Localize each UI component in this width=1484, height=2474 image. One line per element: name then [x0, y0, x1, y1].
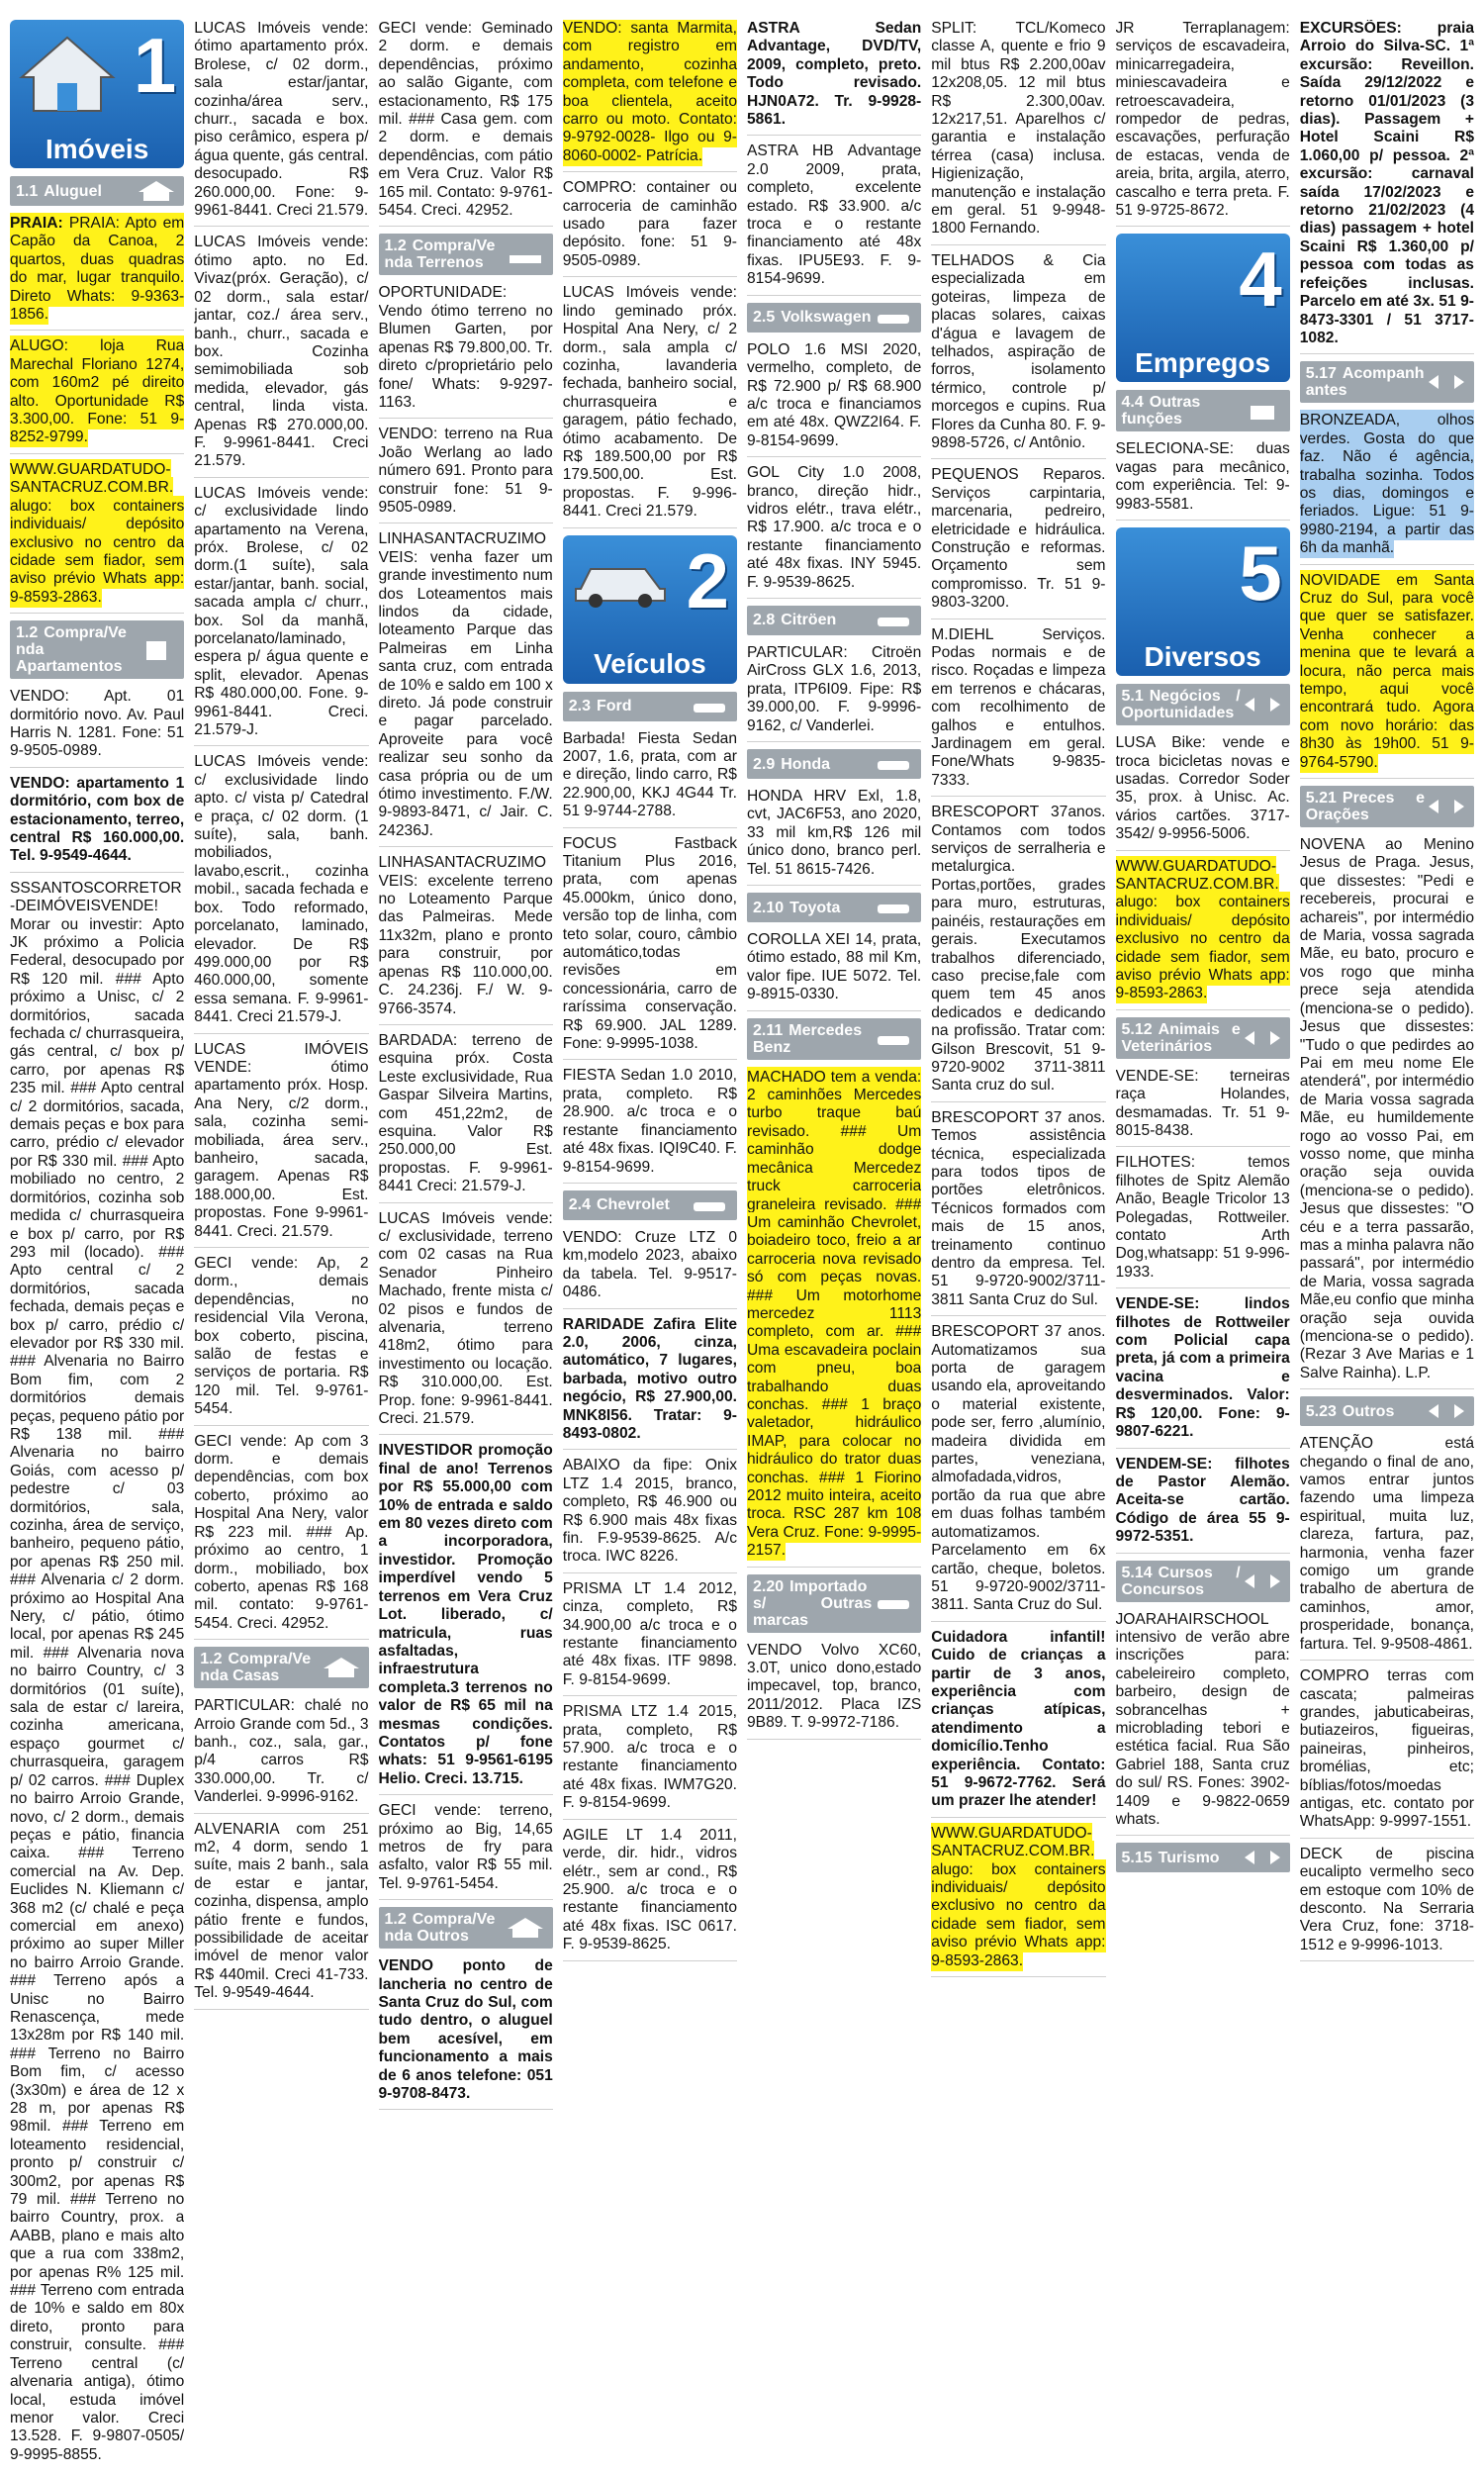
ad-item: NOVIDADE em Santa Cruz do Sul, para você que quer se satisfazer. Venha conhecer a menina que te levará a locura, não perca mais tempo, aqui você encontrará tudo. Agora com novo horário: das 8h30 às 19h00. 51 9-9764-5790. — [1300, 572, 1474, 779]
ad-item: COROLLA XEI 14, prata, ótimo estado, 88 mil Km, valor fipe. IUE 5072. Tel. 9-8915-0330. — [747, 931, 921, 1011]
ad-item: DECK de piscina eucalipto vermelho seco em estoque com 10% de desconto. Na Serraria Vera Cruz, fone: 3718-1512 e 9-9996-1013. — [1300, 1846, 1474, 1961]
section-header-empregos — [1116, 234, 1290, 382]
land-icon — [504, 243, 547, 265]
subsection-chevrolet: 2.4 Chevrolet — [563, 1190, 737, 1220]
section-number: 2 — [686, 536, 729, 624]
ad-item: FILHOTES: temos filhotes de Spitz Alemão Anão, Beagle Tricolor 13 Polegadas, Rottweiler. contato Arth Dog,whatsapp: 51 9-996-1933. — [1116, 1154, 1290, 1288]
arrows-icon — [1425, 796, 1468, 817]
ad-item: VENDO: santa Marmita, com registro em andamento, cozinha completa, com telefone e boa clientela, aceito carro ou moto. Contato: 9-9792-0028- Ilgo ou 9-8060-0002- Patrícia. — [563, 20, 737, 172]
column-2 — [194, 20, 368, 2464]
section-title: Diversos — [1144, 640, 1261, 672]
car-icon — [571, 549, 670, 609]
house-icon — [320, 1657, 363, 1678]
ad-item: LUCAS Imóveis vende: c/ exclusividade lindo apartamento na Verena, próx. Brolese, c/ 02 dorm.(1 suíte), sala estar/jantar, banh. social, sacada ampla c/ churr., box. Sol da manhã, porcelanato/laminado, espera p/ água quente e split, elevador. Apenas R$ 480.000,00. Fone. 9-9961-8441. Creci. 21.579-J. — [194, 485, 368, 747]
ad-item: VENDO Volvo XC60, 3.0T, unico dono,estado impecavel, top, branco, 2011/2012. Placa IZS 9B89. T. 9-9972-7186. — [747, 1642, 921, 1740]
subsection-cursos: 5.14 Cursos / Concursos — [1116, 1561, 1290, 1602]
car-icon — [872, 610, 915, 631]
car-icon — [688, 1194, 731, 1216]
ad-item: MACHADO tem a venda: 2 caminhões Mercedes turbo traque baú revisado. ### Um caminhão dodge mecânica Mercedez truck carroceria graneleira revisado. ### Um caminhão Chevrolet, boiadeiro toco, freio a ar carroceria nova revisado só com peças novas. ### Um motorhome mercedez 1113 completo, com ar. ### Uma escavadeira poclain com pneu, boa trabalhando duas conchas. ### 1 braço valetador, hidráulico IMAP, para colocar no hidráulico do trator duas conchas. ### 1 Fiorino 2012 muito inteira, aceito troca. RSC 287 km 108 Vera Cruz. Fone: 9-9995-2157. — [747, 1069, 921, 1568]
ad-item: LINHASANTACRUZIMOVEIS: venha fazer um grande investimento num dos Loteamentos mais lindos da cidade, loteamento Parque das Palmeiras em Linha santa cruz, com entrada de 10% e saldo em 100 x direto. Já pode construir e pagar parcelado. Aproveite para você realizar seu sonho da casa própria ou de um ótimo investimento. F./W. 9-9893-8471, c/ Jair. C. 24236J. — [379, 530, 553, 847]
ad-item: GECI vende: Ap com 3 dorm. e demais dependências, com box coberto, próximo ao Hospital Ana Nery, valor R$ 223 mil. ### Ap. próximo ao centro, 1 dorm., mobiliado, box coberto, apenas R$ 168 mil. contato: 9-9761-5454. Creci. 42952. — [194, 1433, 368, 1640]
column-3 — [379, 20, 553, 2464]
section-title: Imóveis — [45, 133, 149, 164]
ad-item: WWW.GUARDATUDO-SANTACRUZ.COM.BR. alugo: box containers individuais/ depósito exclusivo no centro da cidade sem fiador, sem aviso prévio Whats app: 9-8593-2863. — [10, 461, 184, 614]
subsection-animais: 5.12 Animais e Veterinários — [1116, 1017, 1290, 1059]
section-number: 4 — [1239, 236, 1282, 324]
car-icon — [872, 1028, 915, 1050]
ad-item: JR Terraplanagem: serviços de escavadeira, minicarregadeira, miniescavadeira e retroescavadeira, rompedor de pedras, escavações, perfuração de estacas, venda de areia, brita, argila, aterro, cascalho e terra preta. F. 51 9-9725-8672. — [1116, 20, 1290, 227]
ad-item: PRAIA: PRAIA: Apto em Capão da Canoa, 2 quartos, duas quadras do mar, lugar tranquilo. Direto Whats: 9-9363-1856. — [10, 215, 184, 331]
car-icon — [688, 696, 731, 717]
car-icon — [872, 1592, 915, 1614]
ad-item: WWW.GUARDATUDO-SANTACRUZ.COM.BR. alugo: box containers individuais/ depósito exclusivo no centro da cidade sem fiador, sem aviso prévio Whats app: 9-8593-2863. — [931, 1825, 1105, 1977]
column-4 — [563, 20, 737, 2464]
subsection-mercedes: 2.11 Mercedes Benz — [747, 1018, 921, 1060]
ad-item: ASTRA Sedan Advantage, DVD/TV, 2009, completo, preto. Todo revisado. HJN0A72. Tr. 9-9928-5861. — [747, 20, 921, 136]
ad-item: ATENÇÃO está chegando o final de ano, vamos entrar juntos fazendo uma limpeza espiritual, muita luz, clareza, fartura, paz, harmonia, venha fazer comigo um grande trabalho de abertura de caminhos, amor, prosperidade, bonança, fartura. Tel. 9-9508-4861. — [1300, 1435, 1474, 1661]
ad-item: Barbada! Fiesta Sedan 2007, 1.6, prata, com ar e direção, lindo carro, R$ 22.900,00, KKJ 4G44 Tr. 51 9-9744-2788. — [563, 730, 737, 828]
ad-item: WWW.GUARDATUDO-SANTACRUZ.COM.BR. alugo: box containers individuais/ depósito exclusivo no centro da cidade sem fiador, sem aviso prévio Whats app: 9-8593-2863. — [1116, 858, 1290, 1010]
ad-item: LUCAS Imóveis vende: lindo geminado próx. Hospital Ana Nery, c/ 2 dorm., sala ampla c/ cozinha, lavanderia fechada, banheiro social, churrasqueira e garagem, pátio fechado, ótimo acabamento. De R$ 189.500,00 por R$ 179.500,00. Est. propostas. F. 9-996-8441. Creci 21.579. — [563, 284, 737, 527]
subsection-outros-diversos: 5.23 Outros — [1300, 1396, 1474, 1426]
ad-item: NOVENA ao Menino Jesus de Praga. Jesus, que dissestes: "Pedi e recebereis, procurai e achareis", por intermédio de Maria, vossa sagrada Mãe, eu bato, procuro e vos rogo que minha prece seja atendida (menciona-se o pedido). Jesus que dissestes: "Tudo o que pedirdes ao Pai em meu nome Ele atenderá", por intermédio de Maria vossa sagrada Mãe, eu humildemente rogo ao vosso Pai, em vosso nome, que minha oração seja ouvida (menciona-se o pedido). Jesus que dissestes: "O céu e a terra passarão, mas a minha palavra não passará", por intermédio de Maria, vossa sagrada Mãe,eu confio que minha oração seja ouvida (menciona-se o pedido).(Rezar 3 Ave Marias e 1 Salve Rainha). L.P. — [1300, 836, 1474, 1389]
ad-item: GOL City 1.0 2008, branco, direção hidr., vidros elétr., trava elétr., R$ 17.900. a/c troca e o restante financiamento até 48x fixas. INY 5945. F. 9-9539-8625. — [747, 464, 921, 599]
subsection-toyota: 2.10 Toyota — [747, 893, 921, 922]
ad-item: PRISMA LTZ 1.4 2015, prata, completo, R$ 57.900. a/c troca e o restante financiamento até 48x fixas. IWM7G20. F. 9-8154-9699. — [563, 1703, 737, 1819]
ad-item: VENDO ponto de lancheria no centro de Santa Cruz do Sul, com tudo dentro, o aluguel bem acesível, em funcionamento a mais de 6 anos telefone: 051 9-9708-8473. — [379, 1957, 553, 2110]
ad-item: LUCAS Imóveis vende: ótimo apto. no Ed. Vivaz(próx. Geração), c/ 02 dorm., sala estar/ jantar, coz./ área serv., banh., churr., sacada e box. Cozinha semimobiliada sob medida, elevador, gás central, linda vista. Apenas R$ 270.000,00. F. 9-9961-8441. Creci 21.579. — [194, 234, 368, 477]
house-icon — [135, 180, 178, 202]
ad-item: GECI vende: Geminado 2 dorm. e demais dependências, próximo ao salão Gigante, com estacionamento, R$ 175 mil. ### Casa gem. com 2 dorm. e demais dependências, com pátio em Vera Cruz. Valor R$ 165 mil. Contato: 9-9761-5454. Creci. 42952. — [379, 20, 553, 227]
subsection-turismo: 5.15 Turismo — [1116, 1843, 1290, 1872]
ad-item: BARDADA: terreno de esquina próx. Costa Leste exclusividade, Rua Gaspar Silveira Martins, com 451,22m2, de esquina. Valor R$ 250.000,00 Est. propostas. F. 9-9961-8441 Creci: 21.579-J. — [379, 1032, 553, 1203]
arrows-icon — [1425, 371, 1468, 393]
house-icon — [504, 1917, 547, 1939]
ad-item: GECI vende: Ap, 2 dorm., demais dependências, no residencial Vila Verona, box coberto, piscina, salão de festas e serviços de portaria. R$ 120 mil. Tel. 9-9761-5454. — [194, 1255, 368, 1426]
ad-item: VENDO: terreno na Rua João Werlang ao lado número 691. Pronto para construir fone: 51 9-9505-0989. — [379, 426, 553, 523]
ad-item: BRESCOPORT 37 anos. Temos assistência técnica, especializada para todos tipos de portões eletrônicos. Técnicos formados com mais de 15 anos, treinamento continuo dentro da empresa. Tel. 51 9-9720-9002/3711-3811 Santa Cruz do Sul. — [931, 1109, 1105, 1316]
column-1 — [10, 20, 184, 2464]
ad-item: ASTRA HB Advantage 2.0 2009, prata, completo, excelente estado. R$ 33.900. a/c troca e o restante financiamento até 48x fixas. IPU5E93. F. 9-8154-9699. — [747, 143, 921, 295]
ad-item: BRESCOPORT 37 anos. Automatizamos sua porta de garagem usando ela, aproveitando o material existente, pode ser, ferro ,alumínio, madeira dividida em partes, veneziana, almofadada,vidros, portão da rua que abre em duas folhas também automatizamos. Parcelamento em 6x cartão, cheque, boletos. 51 9-9720-9002/3711-3811. Santa Cruz do Sul. — [931, 1323, 1105, 1622]
ad-item: COMPRO terras com cascata; palmeiras grandes, jabuticabeiras, butiazeiros, figueiras, paineiras, pinheiros, bromélias, etc; bíblias/fotos/moedas antigas, etc. contato por WhatsApp: 9-9997-1551. — [1300, 1667, 1474, 1839]
section-header-diversos — [1116, 527, 1290, 676]
subsection-terrenos: 1.2 Compra/Venda Terrenos — [379, 234, 553, 275]
column-8 — [1300, 20, 1474, 2464]
ad-item: LINHASANTACRUZIMOVEIS: excelente terreno no Loteamento Parque das Palmeiras. Mede 11x32m, plano e pronto para construir, por apenas R$ 110.000,00. C. 24.236j. F./ W. 9-9766-3574. — [379, 854, 553, 1025]
subsection-casas: 1.2 Compra/Venda Casas — [194, 1647, 368, 1688]
ad-item: VENDO: Cruze LTZ 0 km,modelo 2023, abaixo da tabela. Tel. 9-9517-0486. — [563, 1229, 737, 1309]
section-title: Veículos — [594, 648, 706, 680]
car-icon — [872, 897, 915, 918]
ad-item: FIESTA Sedan 1.0 2010, prata, completo. R$ 28.900. a/c troca e o restante financiamento até 48x fixas. IQI9C40. F. 9-8154-9699. — [563, 1067, 737, 1183]
car-icon — [872, 753, 915, 775]
subsection-outras-funcoes: 4.4 Outras funções — [1116, 390, 1290, 431]
subsection-aluguel: 1.1 Aluguel — [10, 176, 184, 206]
ad-item: RARIDADE Zafira Elite 2.0, 2006, cinza, automático, 7 lugares, barbada, motivo outro negócio, R$ 27.900,00. MNK8I56. Tratar: 9-8493-0802. — [563, 1316, 737, 1451]
ad-item: PARTICULAR: Citroën AirCross GLX 1.6, 2013, prata, ITP6I09. Fipe: R$ 39.000,00. F. 9-9996-9162, c/ Vanderlei. — [747, 644, 921, 742]
ad-item: OPORTUNIDADE: Vendo ótimo terreno no Blumen Garten, por apenas R$ 79.800,00. Tr. direto c/proprietário pelo fone/ Whats: 9-9297-1163. — [379, 284, 553, 419]
building-icon — [135, 639, 178, 661]
house-icon — [18, 34, 117, 113]
ad-item: VENDO: apartamento 1 dormitório, com box de estacionamento, terreo, central R$ 160.000,00. Tel. 9-9549-4644. — [10, 775, 184, 873]
arrows-icon — [1241, 1847, 1284, 1868]
section-number: 1 — [133, 22, 177, 109]
ad-item: FOCUS Fastback Titanium Plus 2016, prata, com apenas 45.000km, único dono, versão top de linha, com teto solar, couro, câmbio automático,todas revisões em concessionária, carro de raríssima conservação. R$ 69.900. JAL 1289. Fone: 9-9995-1038. — [563, 835, 737, 1061]
ad-item: M.DIEHL Serviços. Podas normais e de risco. Roçadas e limpeza em terrenos e chácaras, com recolhimento de galhos e entulhos. Jardinagem em geral. Fone/Whats 9-9835-7333. — [931, 626, 1105, 798]
subsection-acompanhantes: 5.17 Acompanhantes — [1300, 361, 1474, 403]
section-number: 5 — [1239, 529, 1282, 618]
ad-item: POLO 1.6 MSI 2020, vermelho, completo, de R$ 72.900 p/ R$ 68.900 a/c troca e financiamos em até 48x. QWZ2I64. F. 9-8154-9699. — [747, 341, 921, 457]
briefcase-icon — [1241, 400, 1284, 422]
arrows-icon — [1241, 1570, 1284, 1592]
ad-item: LUSA Bike: vende e troca bicicletas novas e usadas. Corredor Soder 35, prox. à Unisc. Ac. vários cartões. 3717-3542/ 9-9956-5006. — [1116, 734, 1290, 850]
ad-item: AGILE LT 1.4 2011, verde, dir. hidr., vidros elétr., sem ar cond., R$ 25.900. a/c troca e o restante financiamento até 48x fixas. ISC 0617. F. 9-9539-8625. — [563, 1827, 737, 1961]
subsection-preces: 5.21 Preces e Orações — [1300, 786, 1474, 827]
ad-item: JOARAHAIRSCHOOL intensivo de verão abre inscrições para: cabeleireiro completo, barbeiro, design de sobrancelhas + microblading tebori e estética facial. Rua São Gabriel 188, Santa cruz do sul/ RS. Fones: 3902-1409 e 9-9822-0659 whats. — [1116, 1611, 1290, 1837]
ad-item: EXCURSÕES: praia Arroio do Silva-SC. 1ª excursão: Reveillon. Saída 29/12/2022 e retorno 01/01/2023 (3 dias). Passagem + Hotel Scaini R$ 1.060,00 p/ pessoa. 2ª excursão: carnaval saída 17/02/2023 e retorno 21/02/2023 (4 dias) passagem + hotel Scaini R$ 1.360,00 p/ pessoa com todas as refeições inclusas. Parcelo em até 3x. 51 9-8473-3301 / 51 3717-1082. — [1300, 20, 1474, 354]
subsection-apartamentos: 1.2 Compra/Venda Apartamentos — [10, 620, 184, 679]
subsection-outros: 1.2 Compra/Venda Outros — [379, 1907, 553, 1949]
subsection-importados: 2.20 Importados/ Outras marcas — [747, 1574, 921, 1633]
subsection-citroen: 2.8 Citröen — [747, 606, 921, 635]
column-7 — [1116, 20, 1290, 2464]
ad-item: SSSANTOSCORRETOR-DEIMÓVEISVENDE! Morar ou investir: Apto JK próximo a Policia Federal, desocupado por R$ 120 mil. ### Apto próximo a Unisc, c/ 2 dormitórios, sacada fechada c/ churrasqueira, gás central, c/ box p/ carro, por apenas R$ 235 mil. ### Apto central c/ 2 dormitórios, sacada, demais peças e box para carro, prédio c/ elevador por R$ 330 mil. ### Apto mobiliado no centro, 2 dormitórios, cozinha sob medida c/ churrasqueira e box p/ carro, por R$ 293 mil (locado). ### Apto central c/ 2 dormitórios, sacada fechada, demais peças e box p/ carro, prédio c/ elevador por R$ 330 mil. ### Alvenaria no Bairro Bom fim, com 2 dormitórios demais peças, pequeno pátio por R$ 138 mil. ### Alvenaria no bairro Goiás, com acesso p/ pedestre c/ 03 dormitórios, sala, cozinha, área de serviço, banheiro, pequeno pátio, por apenas R$ 250 mil. ### Alvenaria c/ 2 dorm. próximo ao Hospital Ana Nery, c/ pátio, ótimo local, por apenas R$ 245 mil. ### Alvenaria nova no bairro Country, c/ 3 dormitórios (01 suíte), sala de estar c/ lareira, cozinha americana, espaço gourmet c/ churrasqueira, garagem p/ 02 carros. ### Duplex no bairro Arroio Grande, novo, c/ 2 dorm., demais peças e pátio, financia caixa. ### Terreno comercial na Av. Dep. Euclides N. Kliemann c/ 368 m2 (c/ chalé e peça comercial em anexo) próximo ao super Miller no bairro Arroio Grande. ### Terreno após a Unisc no Bairro Renascença, mede 13x28m por R$ 140 mil. ### Terreno no Bairro Bom fim, c/ acesso (3x30m) e área de 12 x 28 m, por apenas R$ 98mil. ### Terreno em loteamento residencial, pronto p/ construir c/ 300m2, por apenas R$ 79 mil. ### Terreno no bairro Country, prox. a AABB, plano e mais alto que a rua com 338m2, por apenas R% 125 mil. ### Terreno com entrada de 10% e saldo em 80x direto, pronto para construir, consulte. ### Terreno central (c/ alvenaria antiga), ótimo local, estuda imóvel menor valor. Creci 13.528. F. 9-9807-0505/ 9-9995-8855. — [10, 880, 184, 2464]
ad-item: VENDEM-SE: filhotes de Pastor Alemão. Aceita-se cartão. Código de área 55 9-9972-5351. — [1116, 1456, 1290, 1554]
section-header-veiculos — [563, 535, 737, 684]
arrows-icon — [1241, 694, 1284, 715]
ad-item: PARTICULAR: chalé no Arroio Grande com 5d., 3 banh., coz., sala, gar., p/4 carros R$ 330.000,00. Tr. c/ Vanderlei. 9-9996-9162. — [194, 1697, 368, 1813]
ad-item: ALUGO: loja Rua Marechal Floriano 1274, com 160m2 pé direito alto. Oportunidade R$ 3.300,00. Fone: 51 9-8252-9799. — [10, 337, 184, 453]
ad-item: Cuidadora infantil! Cuido de crianças a partir de 3 anos, experiência com crianças atípicas, atendimento a domicílio.Tenho experiência. Contato: 51 9-9672-7762. Será um prazer lhe atender! — [931, 1629, 1105, 1818]
ad-item: ABAIXO da fipe: Onix LTZ 1.4 2015, branco, completo, R$ 46.900 ou R$ 6.900 mais 48x fixas fin. F.9-9539-8625. A/c troca. IWC 8226. — [563, 1457, 737, 1572]
ad-item: COMPRO: container ou carroceria de caminhão usado para fazer depósito. fone: 51 9-9505-0989. — [563, 179, 737, 277]
ad-item: TELHADOS & Cia especializada em goteiras, limpeza de placas solares, caixas d'água e lavagem de telhados, aspiração de forros, isolamento térmico, controle p/ morcegos e cupins. Rua Flores da Cunha 80. F. 9-9898-5726, c/ Antônio. — [931, 252, 1105, 459]
ad-item: LUCAS Imóveis vende: c/ exclusividade lindo apto. c/ vista p/ Catedral e praça, c/ 02 dorm. (1 suíte), sala, banh. mobiliados, lavabo,escrit., cozinha mobil., sacada fechada e box. Todo reformado, porcelanato, laminado, elevador. De R$ 499.000,00 por R$ 460.000,00, somente essa semana. F. 9-9961-8441. Creci 21.579-J. — [194, 753, 368, 1033]
ad-item: VENDE-SE: lindos filhotes de Rottweiler com Policial capa preta, já com a primeira vacina e desverminados. Valor: R$ 120,00. Fone: 9-9807-6221. — [1116, 1295, 1290, 1448]
section-header-imoveis — [10, 20, 184, 168]
ad-item: VENDE-SE: terneiras raça Holandes, desmamadas. Tr. 51 9-8015-8438. — [1116, 1068, 1290, 1148]
arrows-icon — [1241, 1027, 1284, 1049]
ad-item: BRESCOPORT 37anos. Contamos com todos serviços de serralheria e metalurgica. Portas,portões, grades para muro, estruturas, painéis, restaurações em gerais. Executamos trabalhos diferenciado, caso precise,fale com quem tem 45 anos dedicados e dedicando na profissão. Tratar com: Gilson Brescovit, 51 9-9720-9002 3711-3811 Santa cruz do sul. — [931, 804, 1105, 1102]
ad-item: SPLIT: TCL/Komeco classe A, quente e frio 9 mil btus R$ 2.200,00av 12x208,05. 12 mil btus R$ 2.300,00av. 12x217,51. Aparelhos c/ garantia e instalação térrea (casa) inclusa. Higienização, manutenção e instalação em geral. 51 9-9948-1800 Fernando. — [931, 20, 1105, 245]
car-icon — [872, 307, 915, 329]
subsection-honda: 2.9 Honda — [747, 749, 921, 779]
section-title: Empregos — [1135, 347, 1271, 379]
subsection-negocios: 5.1 Negócios / Oportunidades — [1116, 684, 1290, 725]
column-6 — [931, 20, 1105, 2464]
ad-item: LUCAS Imóveis vende: ótimo apartamento próx. Brolese, c/ 02 dorm., sala estar/jantar, cozinha/área serv., churr., sacada e box. piso cerâmico, espera p/ água quente, gás central. desocupado. R$ 260.000,00. Fone: 9-9961-8441. Creci 21.579. — [194, 20, 368, 227]
arrows-icon — [1425, 1400, 1468, 1422]
ad-item: PRISMA LT 1.4 2012, cinza, completo, R$ 34.900,00 a/c troca e o restante financiamento até 48x fixas. ITF 9898. F. 9-8154-9699. — [563, 1580, 737, 1696]
subsection-volkswagen: 2.5 Volkswagen — [747, 303, 921, 333]
ad-item: BRONZEADA, olhos verdes. Gosta do que faz. Não é agência, trabalha sozinha. Todos os dias, domingos e feriados. Ligue: 51 9-9980-2194, a partir das 6h da manhã. — [1300, 412, 1474, 564]
ad-item: ALVENARIA com 251 m2, 4 dorm, sendo 1 suíte, mais 2 banh., sala de estar e jantar, cozinha, dispensa, amplo pátio frente e fundos, possibilidade de aceitar imóvel de menor valor R$ 440mil. Creci 41-733. Tel. 9-9549-4644. — [194, 1821, 368, 2010]
ad-item: PEQUENOS Reparos. Serviços carpintaria, marcenaria, pedreiro, eletricidade e hidráulica. Construção e reformas. Orçamento sem compromisso. Tr. 51 9-9803-3200. — [931, 466, 1105, 618]
ad-item: INVESTIDOR promoção final de ano! Terrenos por R$ 55.000,00 com 10% de entrada e saldo em 80 vezes direto com a incorporadora, investidor. Promoção imperdível vendo 5 terrenos em Vera Cruz Lot. liberado, c/ matricula, ruas asfaltadas, infraestrutura completa.3 terrenos no valor de R$ 65 mil na mesmas condições. Contatos p/ fone whats: 51 9-9561-6195 Helio. Creci. 13.715. — [379, 1442, 553, 1795]
ad-item: LUCAS Imóveis vende: c/ exclusividade, terreno com 02 casas na Rua Senador Pinheiro Machado, frente mista c/ 02 pisos e fundos de alvenaria, terreno 418m2, ótimo para investimento ou locação. R$ 310.000,00. Est. Prop. fone: 9-9961-8441. Creci. 21.579. — [379, 1210, 553, 1436]
column-5 — [747, 20, 921, 2464]
ad-item: GECI vende: terreno, próximo ao Big, 14,65 metros de fry para asfalto, valor R$ 55 mil. Tel. 9-9761-5454. — [379, 1802, 553, 1900]
subsection-ford: 2.3 Ford — [563, 692, 737, 721]
ad-item: SELECIONA-SE: duas vagas para mecânico, com experiência. Tel: 9-9983-5581. — [1116, 440, 1290, 521]
ad-item: VENDO: Apt. 01 dormitório novo. Av. Paul Harris N. 1281. Fone: 51 9-9505-0989. — [10, 688, 184, 768]
ad-item: LUCAS IMÓVEIS VENDE: ótimo apartamento próx. Hosp. Ana Nery, c/2 dorm., sala, cozinha semi-mobiliada, área serv., banheiro, sacada, garagem. Apenas R$ 188.000,00. Est. propostas. Fone 9-9961-8441. Creci. 21.579. — [194, 1041, 368, 1248]
ad-item: HONDA HRV Exl, 1.8, cvt, JAC6F53, ano 2020, 33 mil km,R$ 126 mil único dono, branco perl. Tel. 51 8615-7426. — [747, 788, 921, 886]
